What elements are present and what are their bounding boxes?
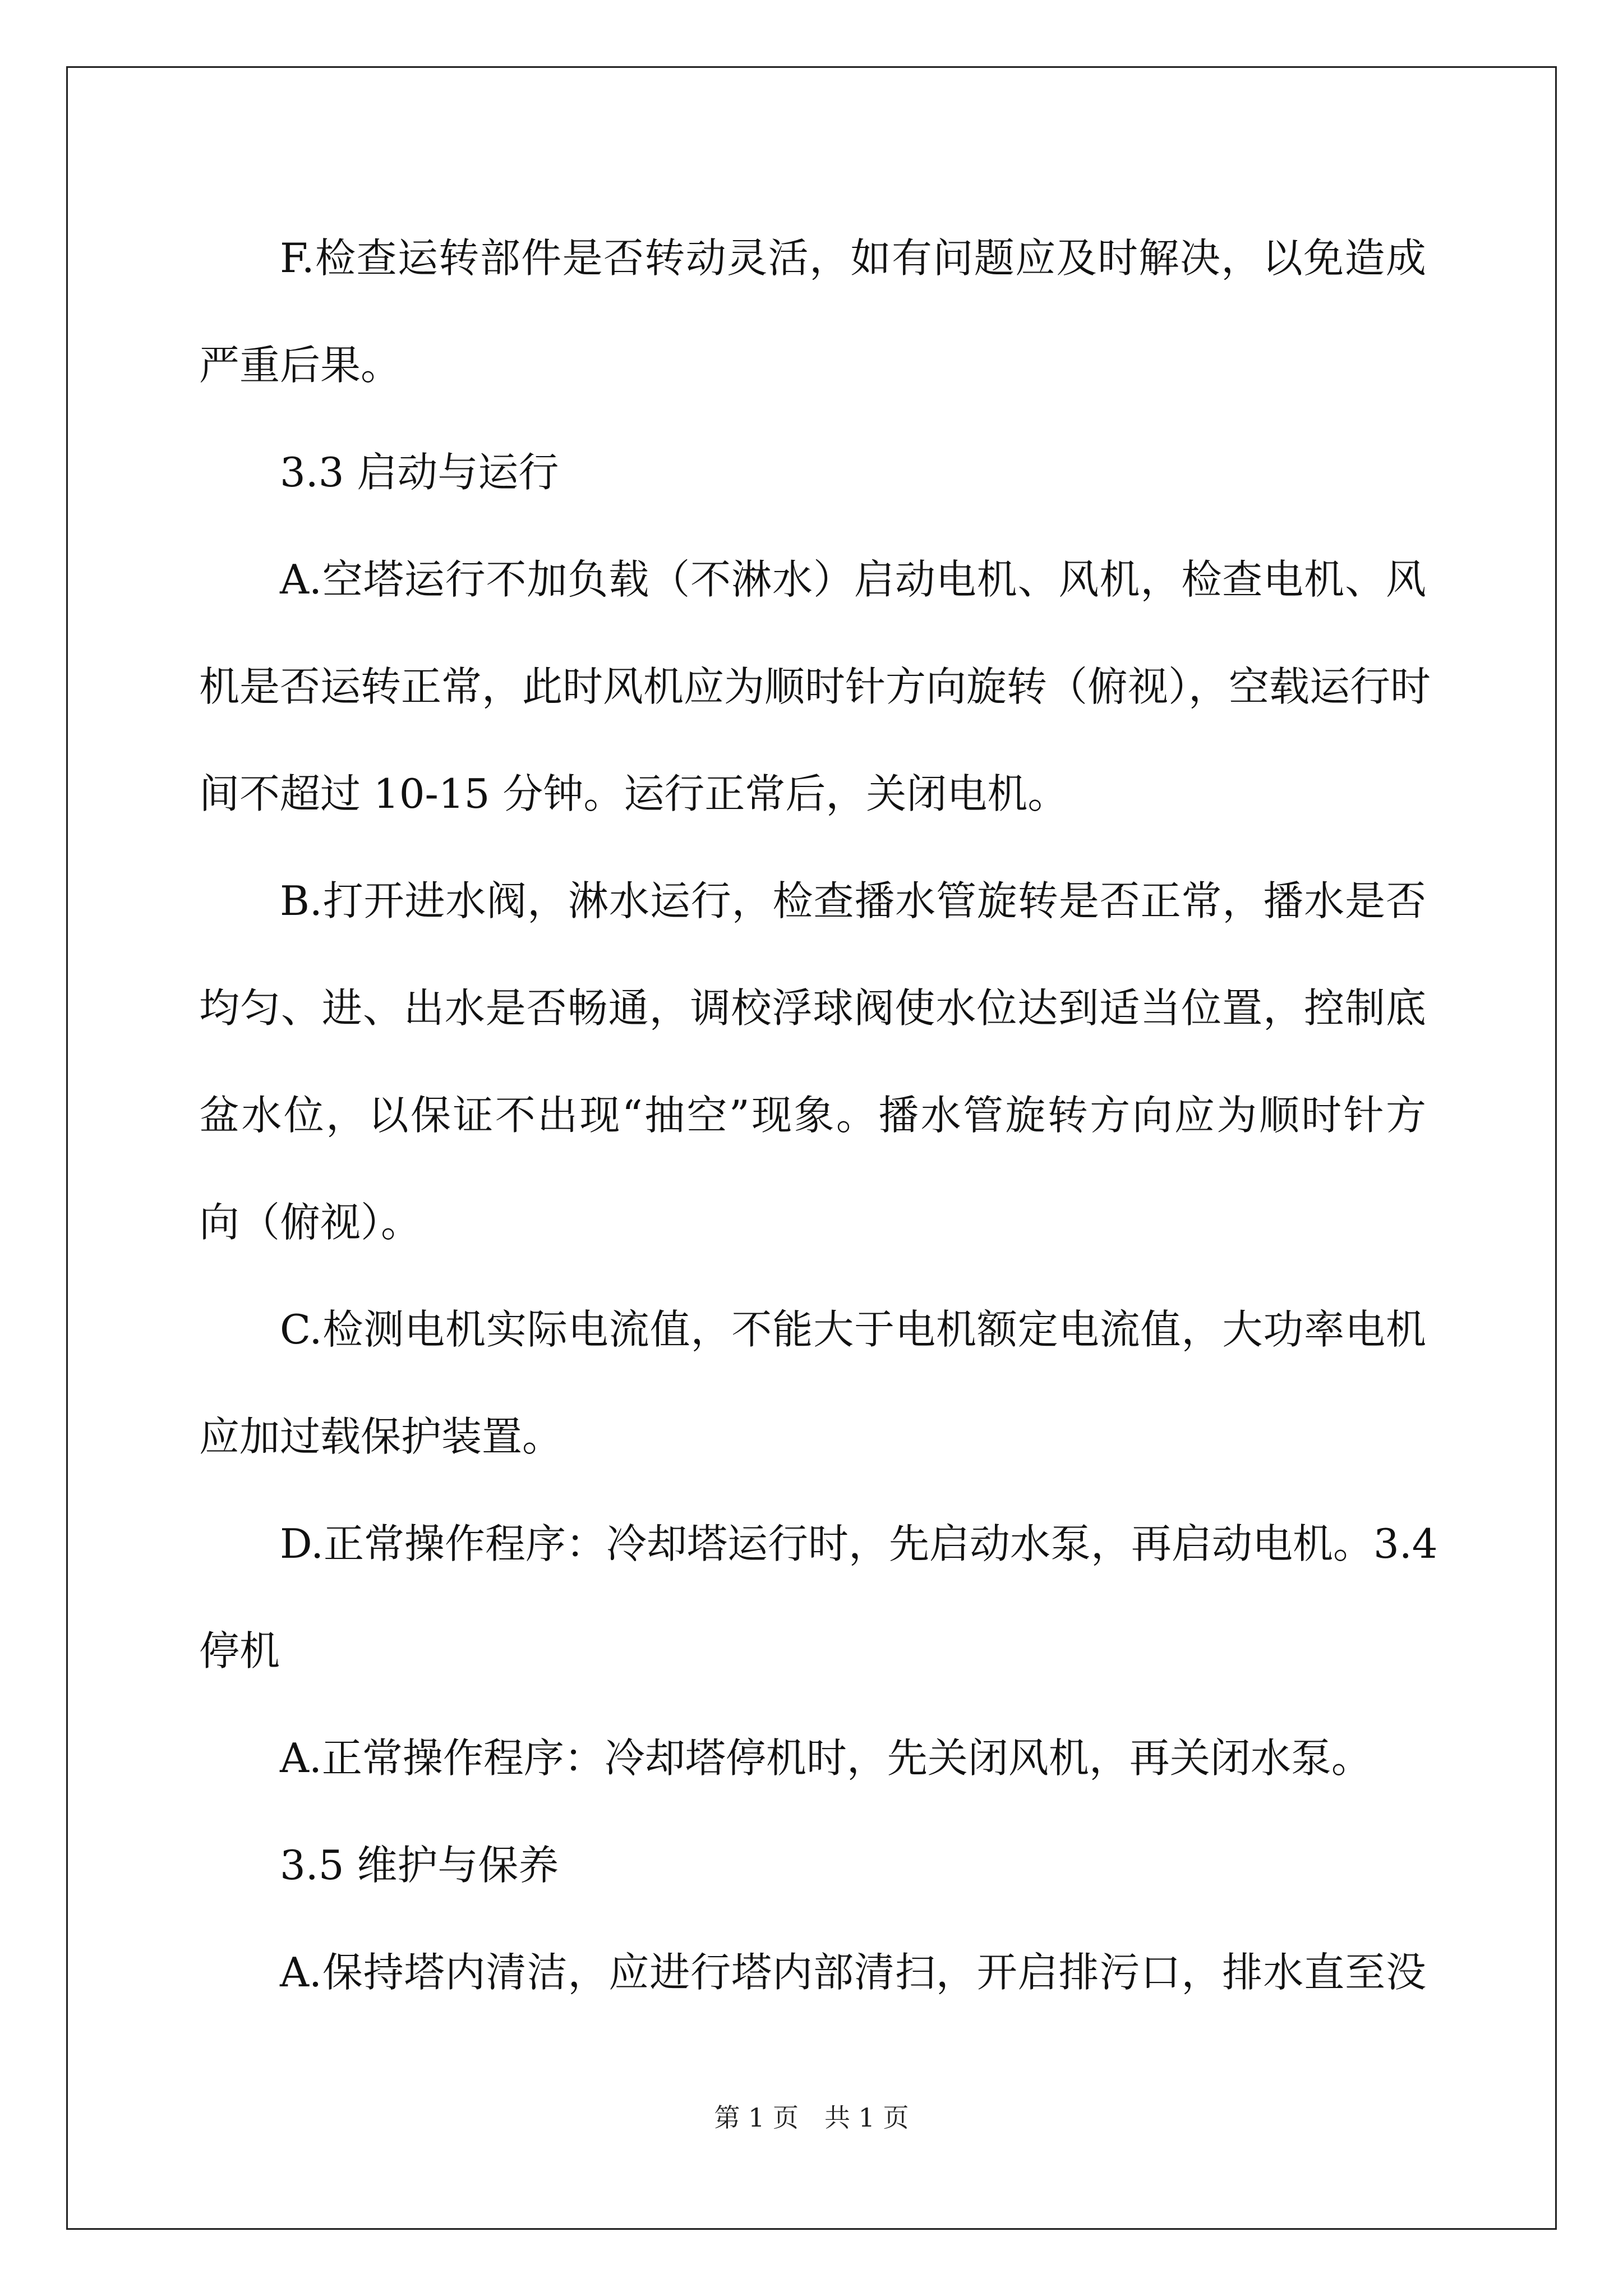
page-footer: 第 1 页 共 1 页 xyxy=(714,2102,909,2133)
paragraph-line: 应加过载保护装置。 xyxy=(199,1413,563,1460)
paragraph-line: F.检查运转部件是否转动灵活，如有问题应及时解决，以免造成 xyxy=(280,234,1426,282)
paragraph-line: 停机 xyxy=(199,1627,280,1674)
paragraph-line: A.保持塔内清洁，应进行塔内部清扫，开启排污口，排水直至没 xyxy=(280,1949,1426,1996)
paragraph-line: 盆水位，以保证不出现“抽空”现象。播水管旋转方向应为顺时针方 xyxy=(199,1092,1426,1139)
paragraph-line: 严重后果。 xyxy=(199,342,402,389)
paragraph-line: B.打开进水阀，淋水运行，检查播水管旋转是否正常，播水是否 xyxy=(280,877,1426,924)
paragraph-line: A.正常操作程序：冷却塔停机时，先关闭风机，再关闭水泵。 xyxy=(280,1734,1372,1782)
paragraph-line: D.正常操作程序：冷却塔运行时，先启动水泵，再启动电机。3.4 xyxy=(280,1520,1438,1567)
paragraph-line: 向（俯视）。 xyxy=(199,1199,422,1246)
paragraph-line: 均匀、进、出水是否畅通，调校浮球阀使水位达到适当位置，控制底 xyxy=(199,984,1426,1032)
paragraph-line: 间不超过 10-15 分钟。运行正常后，关闭电机。 xyxy=(199,770,1068,817)
section-heading: 3.5 维护与保养 xyxy=(280,1842,559,1889)
section-heading: 3.3 启动与运行 xyxy=(280,449,559,496)
paragraph-line: 机是否运转正常，此时风机应为顺时针方向旋转（俯视），空载运行时 xyxy=(199,663,1431,710)
paragraph-line: C.检测电机实际电流值，不能大于电机额定电流值，大功率电机 xyxy=(280,1306,1426,1353)
paragraph-line: A.空塔运行不加负载（不淋水）启动电机、风机，检查电机、风 xyxy=(280,556,1426,603)
